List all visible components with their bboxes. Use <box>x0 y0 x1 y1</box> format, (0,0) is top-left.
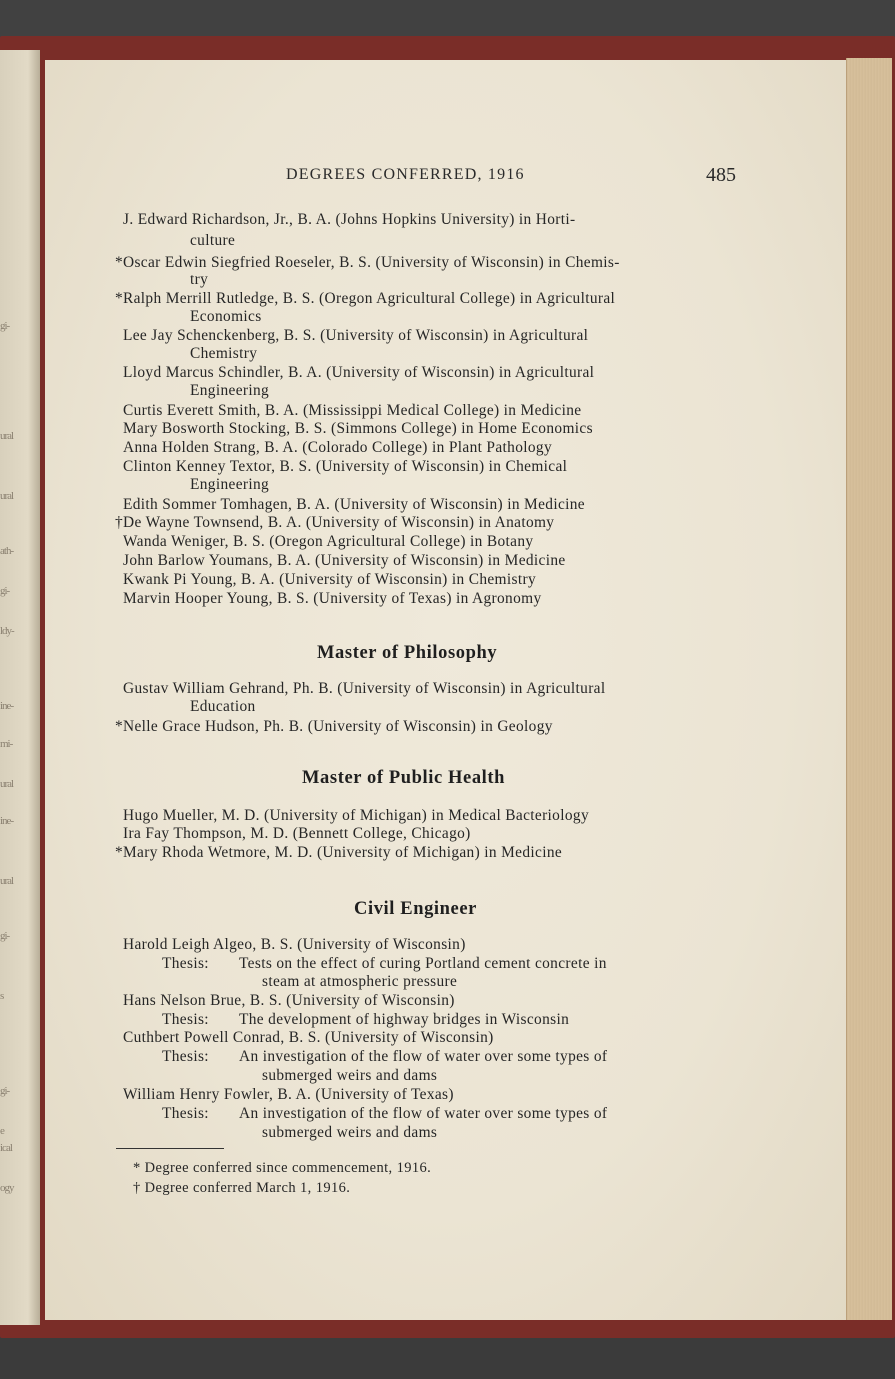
entry-line: *Mary Rhoda Wetmore, M. D. (University of Michigan) in Medicine <box>115 844 563 861</box>
margin-fragment: ogy <box>0 1182 14 1194</box>
entry-continuation: try <box>190 271 209 288</box>
entry-continuation: Education <box>190 698 256 715</box>
entry-continuation: Engineering <box>190 476 270 493</box>
footnote-divider <box>116 1148 224 1149</box>
entry-line: Anna Holden Strang, B. A. (Colorado College) in Plant Pathology <box>123 439 553 456</box>
entry-line: Wanda Weniger, B. S. (Oregon Agricultural College) in Botany <box>123 533 534 550</box>
section-heading-master-of-philosophy: Master of Philosophy <box>317 643 498 663</box>
entry-line: Curtis Everett Smith, B. A. (Mississippi Medical College) in Medicine <box>123 402 582 419</box>
thesis-line: Thesis: Tests on the effect of curing Portland cement concrete in <box>162 955 607 972</box>
entry-continuation: Engineering <box>190 382 270 399</box>
entry-line: J. Edward Richardson, Jr., B. A. (Johns Hopkins University) in Horti- <box>123 211 576 228</box>
entry-line: Ira Fay Thompson, M. D. (Bennett College, Chicago) <box>123 825 471 842</box>
entry-line: *Ralph Merrill Rutledge, B. S. (Oregon Agricultural College) in Agricultural <box>115 290 616 307</box>
entry-line: Gustav William Gehrand, Ph. B. (University of Wisconsin) in Agricultural <box>123 680 606 697</box>
thesis-line: Thesis: An investigation of the flow of water over some types of <box>162 1048 608 1065</box>
page-number: 485 <box>706 164 736 186</box>
footnote: * Degree conferred since commencement, 1916. <box>133 1160 432 1176</box>
entry-line: Lee Jay Schenckenberg, B. S. (University of Wisconsin) in Agricultural <box>123 327 589 344</box>
margin-fragment: ine- <box>0 700 14 712</box>
margin-fragment: ural <box>0 430 14 442</box>
entry-line: Mary Bosworth Stocking, B. S. (Simmons College) in Home Economics <box>123 420 593 437</box>
margin-fragment: gi- <box>0 1085 10 1097</box>
entry-line: *Nelle Grace Hudson, Ph. B. (University of Wisconsin) in Geology <box>115 718 553 735</box>
thesis-continuation: steam at atmospheric pressure <box>262 973 458 990</box>
margin-fragment: ural <box>0 875 14 887</box>
entry-line: Kwank Pi Young, B. A. (University of Wisconsin) in Chemistry <box>123 571 536 588</box>
entry-continuation: Economics <box>190 308 262 325</box>
thesis-label: Thesis: <box>162 1048 209 1065</box>
margin-fragment: gi- <box>0 930 10 942</box>
thesis-continuation: submerged weirs and dams <box>262 1124 438 1141</box>
margin-fragment: ural <box>0 778 14 790</box>
entry-line: Edith Sommer Tomhagen, B. A. (University of Wisconsin) in Medicine <box>123 496 585 513</box>
margin-fragment: ural <box>0 490 14 502</box>
margin-fragment: gi- <box>0 585 10 597</box>
margin-fragment: ath- <box>0 545 14 557</box>
entry-line: *Oscar Edwin Siegfried Roeseler, B. S. (University of Wisconsin) in Chemis- <box>115 254 620 271</box>
entry-line: Marvin Hooper Young, B. S. (University of Texas) in Agronomy <box>123 590 542 607</box>
thesis-label: Thesis: <box>162 955 209 972</box>
entry-line: Lloyd Marcus Schindler, B. A. (University of Wisconsin) in Agricultural <box>123 364 595 381</box>
entry-line: John Barlow Youmans, B. A. (University of Wisconsin) in Medicine <box>123 552 566 569</box>
entry-line: Hugo Mueller, M. D. (University of Michigan) in Medical Bacteriology <box>123 807 589 824</box>
entry-line: Harold Leigh Algeo, B. S. (University of Wisconsin) <box>123 936 466 953</box>
thesis-label: Thesis: <box>162 1011 209 1028</box>
section-heading-civil-engineer: Civil Engineer <box>354 899 477 919</box>
entry-continuation: culture <box>190 232 236 249</box>
entry-line: Clinton Kenney Textor, B. S. (University of Wisconsin) in Chemical <box>123 458 568 475</box>
entry-line: Cuthbert Powell Conrad, B. S. (University of Wisconsin) <box>123 1029 494 1046</box>
running-header: DEGREES CONFERRED, 1916 <box>286 166 525 183</box>
thesis-label: Thesis: <box>162 1105 209 1122</box>
thesis-continuation: submerged weirs and dams <box>262 1067 438 1084</box>
thesis-line: Thesis: The development of highway bridges in Wisconsin <box>162 1011 570 1028</box>
thesis-line: Thesis: An investigation of the flow of water over some types of <box>162 1105 608 1122</box>
margin-fragment: e <box>0 1125 4 1137</box>
entry-line: William Henry Fowler, B. A. (University of Texas) <box>123 1086 454 1103</box>
margin-fragment: s <box>0 990 4 1002</box>
entry-line: Hans Nelson Brue, B. S. (University of Wisconsin) <box>123 992 455 1009</box>
margin-fragment: ine- <box>0 815 14 827</box>
section-heading-master-of-public-health: Master of Public Health <box>302 768 506 788</box>
margin-fragment: ical <box>0 1142 12 1154</box>
margin-fragment: ldy- <box>0 625 14 637</box>
entry-continuation: Chemistry <box>190 345 258 362</box>
margin-fragment: mi- <box>0 738 13 750</box>
entry-line: †De Wayne Townsend, B. A. (University of Wisconsin) in Anatomy <box>115 514 555 531</box>
footnote: † Degree conferred March 1, 1916. <box>133 1180 351 1196</box>
margin-fragment: gi- <box>0 320 10 332</box>
